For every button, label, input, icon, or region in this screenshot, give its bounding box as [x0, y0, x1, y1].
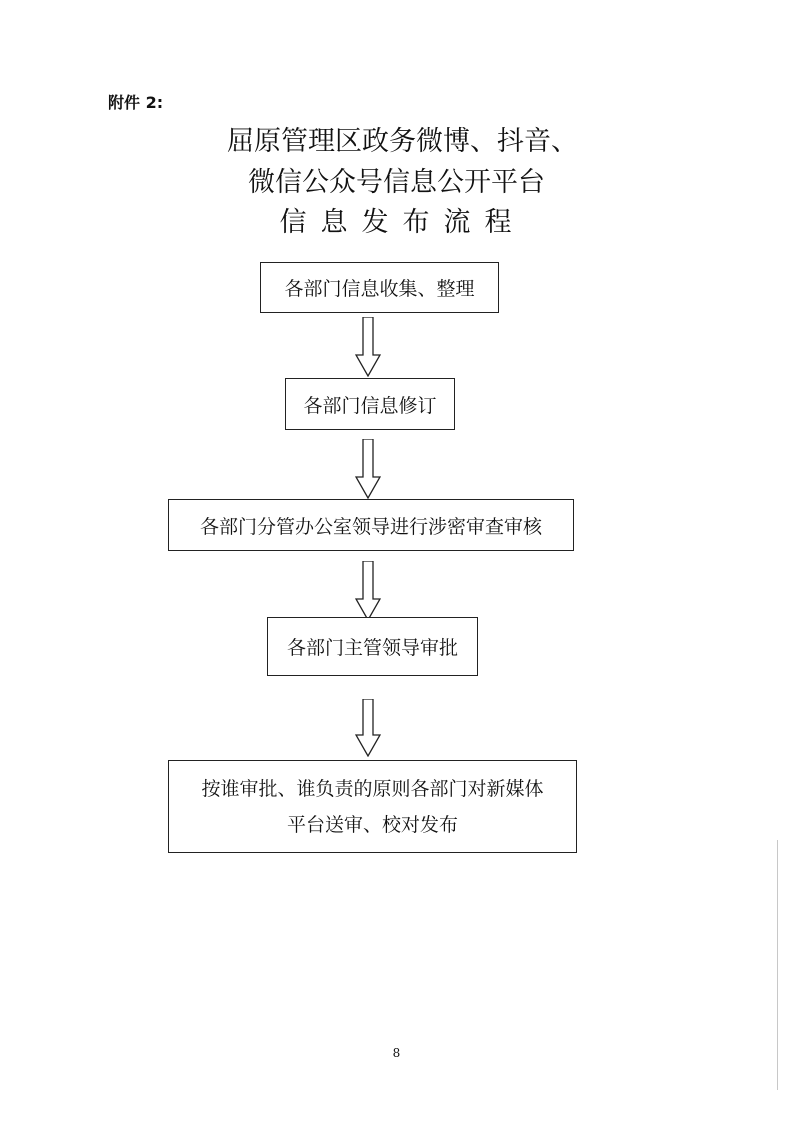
title-line-2: 微信公众号信息公开平台: [248, 167, 545, 198]
title-line-1: 屈原管理区政务微博、抖音、: [227, 126, 578, 157]
flow-step-5-label-line-1: 按谁审批、谁负责的原则各部门对新媒体: [201, 777, 544, 800]
flow-step-2: [285, 378, 455, 430]
flow-step-4-label: 各部门主管领导审批: [286, 637, 458, 659]
down-arrow-icon: [355, 439, 381, 499]
flow-step-2-label: 各部门信息修订: [303, 394, 437, 417]
flow-step-3-label: 各部门分管办公室领导进行涉密审查审核: [199, 515, 542, 538]
page-number: 8: [392, 1046, 401, 1060]
attachment-label: 附件 2:: [108, 93, 164, 112]
title-line-3: 信息发布流程: [279, 207, 526, 238]
down-arrow-icon: [355, 317, 381, 377]
flow-step-4: [267, 617, 478, 676]
flow-step-3: [168, 499, 574, 551]
down-arrow-icon: [355, 561, 381, 621]
down-arrow-icon: [355, 699, 381, 757]
flow-step-1-label: 各部门信息收集、整理: [284, 278, 475, 300]
flow-step-5-label-line-2: 平台送审、校对发布: [286, 813, 458, 836]
flow-step-5: [168, 760, 577, 853]
flow-step-1: [260, 262, 499, 313]
